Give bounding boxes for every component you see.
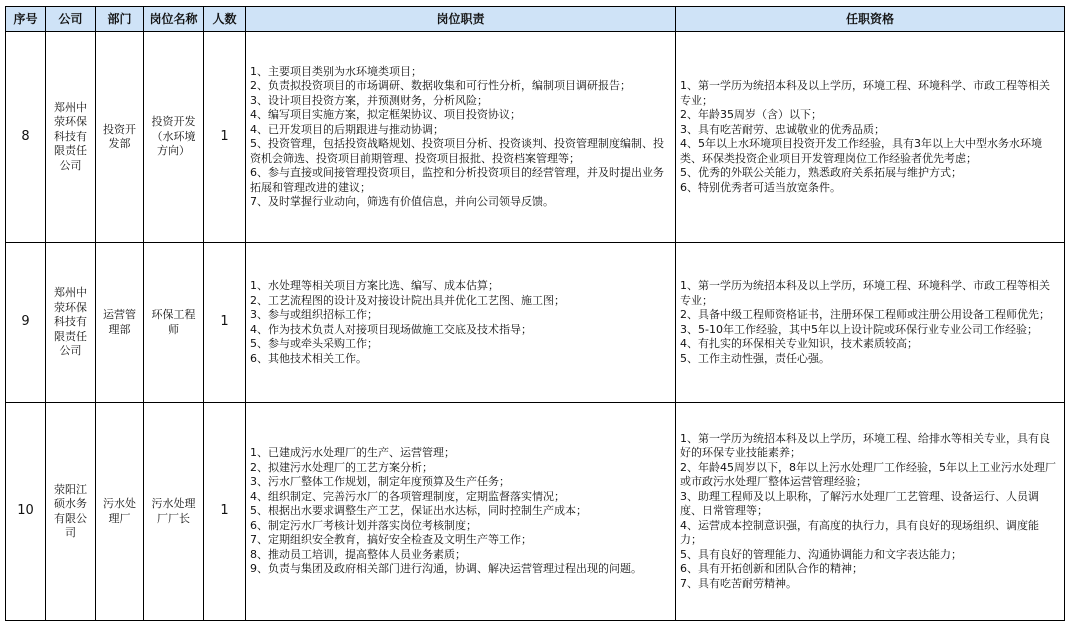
cell-dept: 投资开发部	[96, 32, 144, 243]
header-row	[6, 7, 1065, 32]
list-item: 3、污水厂整体工作规划，制定年度预算及生产任务；	[250, 475, 510, 489]
list-item: 1、第一学历为统招本科及以上学历，环境工程、环境科学、市政工程等相关专业；	[680, 279, 1050, 307]
list-item: 2、年龄45周岁以下，8年以上污水处理厂工作经验，5年以上工业污水处理厂或市政污水处理厂整体运营管理经验；	[680, 460, 1056, 489]
cell-quals	[676, 403, 1065, 621]
list-item: 4、作为技术负责人对接项目现场做施工交底及技术指导；	[250, 322, 532, 336]
list-item: 4、运营成本控制意识强，有高度的执行力，具有良好的现场组织、调度能力；	[680, 518, 1039, 547]
cell-no: 10	[6, 403, 46, 621]
list-item: 5、根据出水要求调整生产工艺，保证出水达标，同时控制生产成本；	[250, 504, 587, 518]
list-item: 5、具有良好的管理能力、沟通协调能力和文字表达能力；	[680, 547, 962, 561]
header-quals: 任职资格	[676, 7, 1065, 32]
list-item: 6、特别优秀者可适当放宽条件。	[680, 180, 841, 194]
list-item: 8、推动员工培训，提高整体人员业务素质；	[250, 547, 466, 561]
cell-duties	[246, 403, 676, 621]
list-item: 4、组织制定、完善污水厂的各项管理制度，定期监督落实情况；	[250, 489, 565, 503]
cell-company: 郑州中荥环保科技有限责任公司	[46, 243, 96, 403]
cell-position: 投资开发（水环境方向）	[144, 32, 204, 243]
list-item: 7、定期组织安全教育，搞好安全检查及文明生产等工作；	[250, 533, 532, 547]
list-item: 7、具有吃苦耐劳精神。	[680, 576, 797, 590]
list-item: 9、负责与集团及政府相关部门进行沟通，协调、解决运营管理过程出现的问题。	[250, 562, 642, 576]
cell-duties	[246, 32, 676, 243]
cell-duties	[246, 243, 676, 403]
list-item: 3、具有吃苦耐劳、忠诚敬业的优秀品质；	[680, 122, 885, 136]
list-item: 1、已建成污水处理厂的生产、运营管理；	[250, 446, 455, 460]
list-item: 1、水处理等相关项目方案比选、编写、成本估算；	[250, 279, 499, 292]
cell-dept: 运营管理部	[96, 243, 144, 403]
cell-position: 污水处理厂厂长	[144, 403, 204, 621]
list-item: 6、参与直接或间接管理投资项目，监控和分析投资项目的经营管理，并及时提出业务拓展和管理改进的建议；	[250, 166, 664, 194]
table-row	[6, 32, 1065, 243]
list-item: 3、参与或组织招标工作；	[250, 308, 378, 321]
cell-dept: 污水处理厂	[96, 403, 144, 621]
list-item: 3、5-10年工作经验，其中5年以上设计院或环保行业专业公司工作经验；	[680, 322, 1038, 336]
header-company: 公司	[46, 7, 96, 32]
list-item: 2、拟建污水处理厂的工艺方案分析；	[250, 460, 433, 474]
cell-company: 荥阳江硕水务有限公司	[46, 403, 96, 621]
list-item: 4、有扎实的环保相关专业知识，技术素质较高；	[680, 337, 918, 350]
cell-count: 1	[204, 243, 246, 403]
list-item: 1、第一学历为统招本科及以上学历，环境工程、环境科学、市政工程等相关专业；	[680, 79, 1050, 107]
list-item: 4、5年以上水环境项目投资开发工作经验，具有3年以上大中型水务水环境类、环保类投资企业项目开发管理岗位工作经验者优先考虑；	[680, 137, 1042, 165]
cell-company: 郑州中荥环保科技有限责任公司	[46, 32, 96, 243]
table-row	[6, 403, 1065, 621]
cell-quals	[676, 243, 1065, 403]
list-item: 2、年龄35周岁（含）以下；	[680, 108, 822, 121]
list-item: 7、及时掌握行业动向，筛选有价值信息，并向公司领导反馈。	[250, 195, 554, 208]
list-item: 6、具有开拓创新和团队合作的精神；	[680, 562, 863, 576]
cell-position: 环保工程师	[144, 243, 204, 403]
table-row	[6, 243, 1065, 403]
list-item: 6、制定污水厂考核计划并落实岗位考核制度；	[250, 518, 477, 532]
cell-no: 8	[6, 32, 46, 243]
header-duties: 岗位职责	[246, 7, 676, 32]
cell-no: 9	[6, 243, 46, 403]
header-dept: 部门	[96, 7, 144, 32]
header-position: 岗位名称	[144, 7, 204, 32]
list-item: 1、主要项目类别为水环境类项目；	[250, 64, 422, 78]
list-item: 1、第一学历为统招本科及以上学历，环境工程、给排水等相关专业，具有良好的环保专业技能素养；	[680, 431, 1050, 460]
list-item: 5、参与或牵头采购工作；	[250, 337, 378, 350]
header-no: 序号	[6, 7, 46, 32]
list-item: 2、工艺流程图的设计及对接设计院出具并优化工艺图、施工图；	[250, 293, 565, 307]
list-item: 5、优秀的外联公关能力，熟悉政府关系拓展与维护方式；	[680, 166, 962, 179]
list-item: 2、具备中级工程师资格证书，注册环保工程师或注册公用设备工程师优先；	[680, 308, 1050, 321]
list-item: 3、助理工程师及以上职称，了解污水处理厂工艺管理、设备运行、人员调度、日常管理等；	[680, 489, 1039, 518]
list-item: 4、已开发项目的后期跟进与推动协调；	[250, 122, 444, 136]
list-item: 6、其他技术相关工作。	[250, 351, 367, 365]
list-item: 4、编写项目实施方案，拟定框架协议、项目投资协议；	[250, 108, 521, 121]
list-item: 2、负责拟投资项目的市场调研、数据收集和可行性分析，编制项目调研报告；	[250, 79, 631, 92]
list-item: 5、工作主动性强，责任心强。	[680, 351, 830, 365]
list-item: 5、投资管理，包括投资战略规划、投资项目分析、投资谈判、投资管理制度编制、投资机会筛选、投资项目前期管理、投资项目报批、投资档案管理等；	[250, 137, 664, 165]
list-item: 3、设计项目投资方案，并预测财务，分析风险；	[250, 93, 488, 107]
cell-quals	[676, 32, 1065, 243]
cell-count: 1	[204, 32, 246, 243]
header-count: 人数	[204, 7, 246, 32]
cell-count: 1	[204, 403, 246, 621]
job-table	[5, 6, 1065, 621]
